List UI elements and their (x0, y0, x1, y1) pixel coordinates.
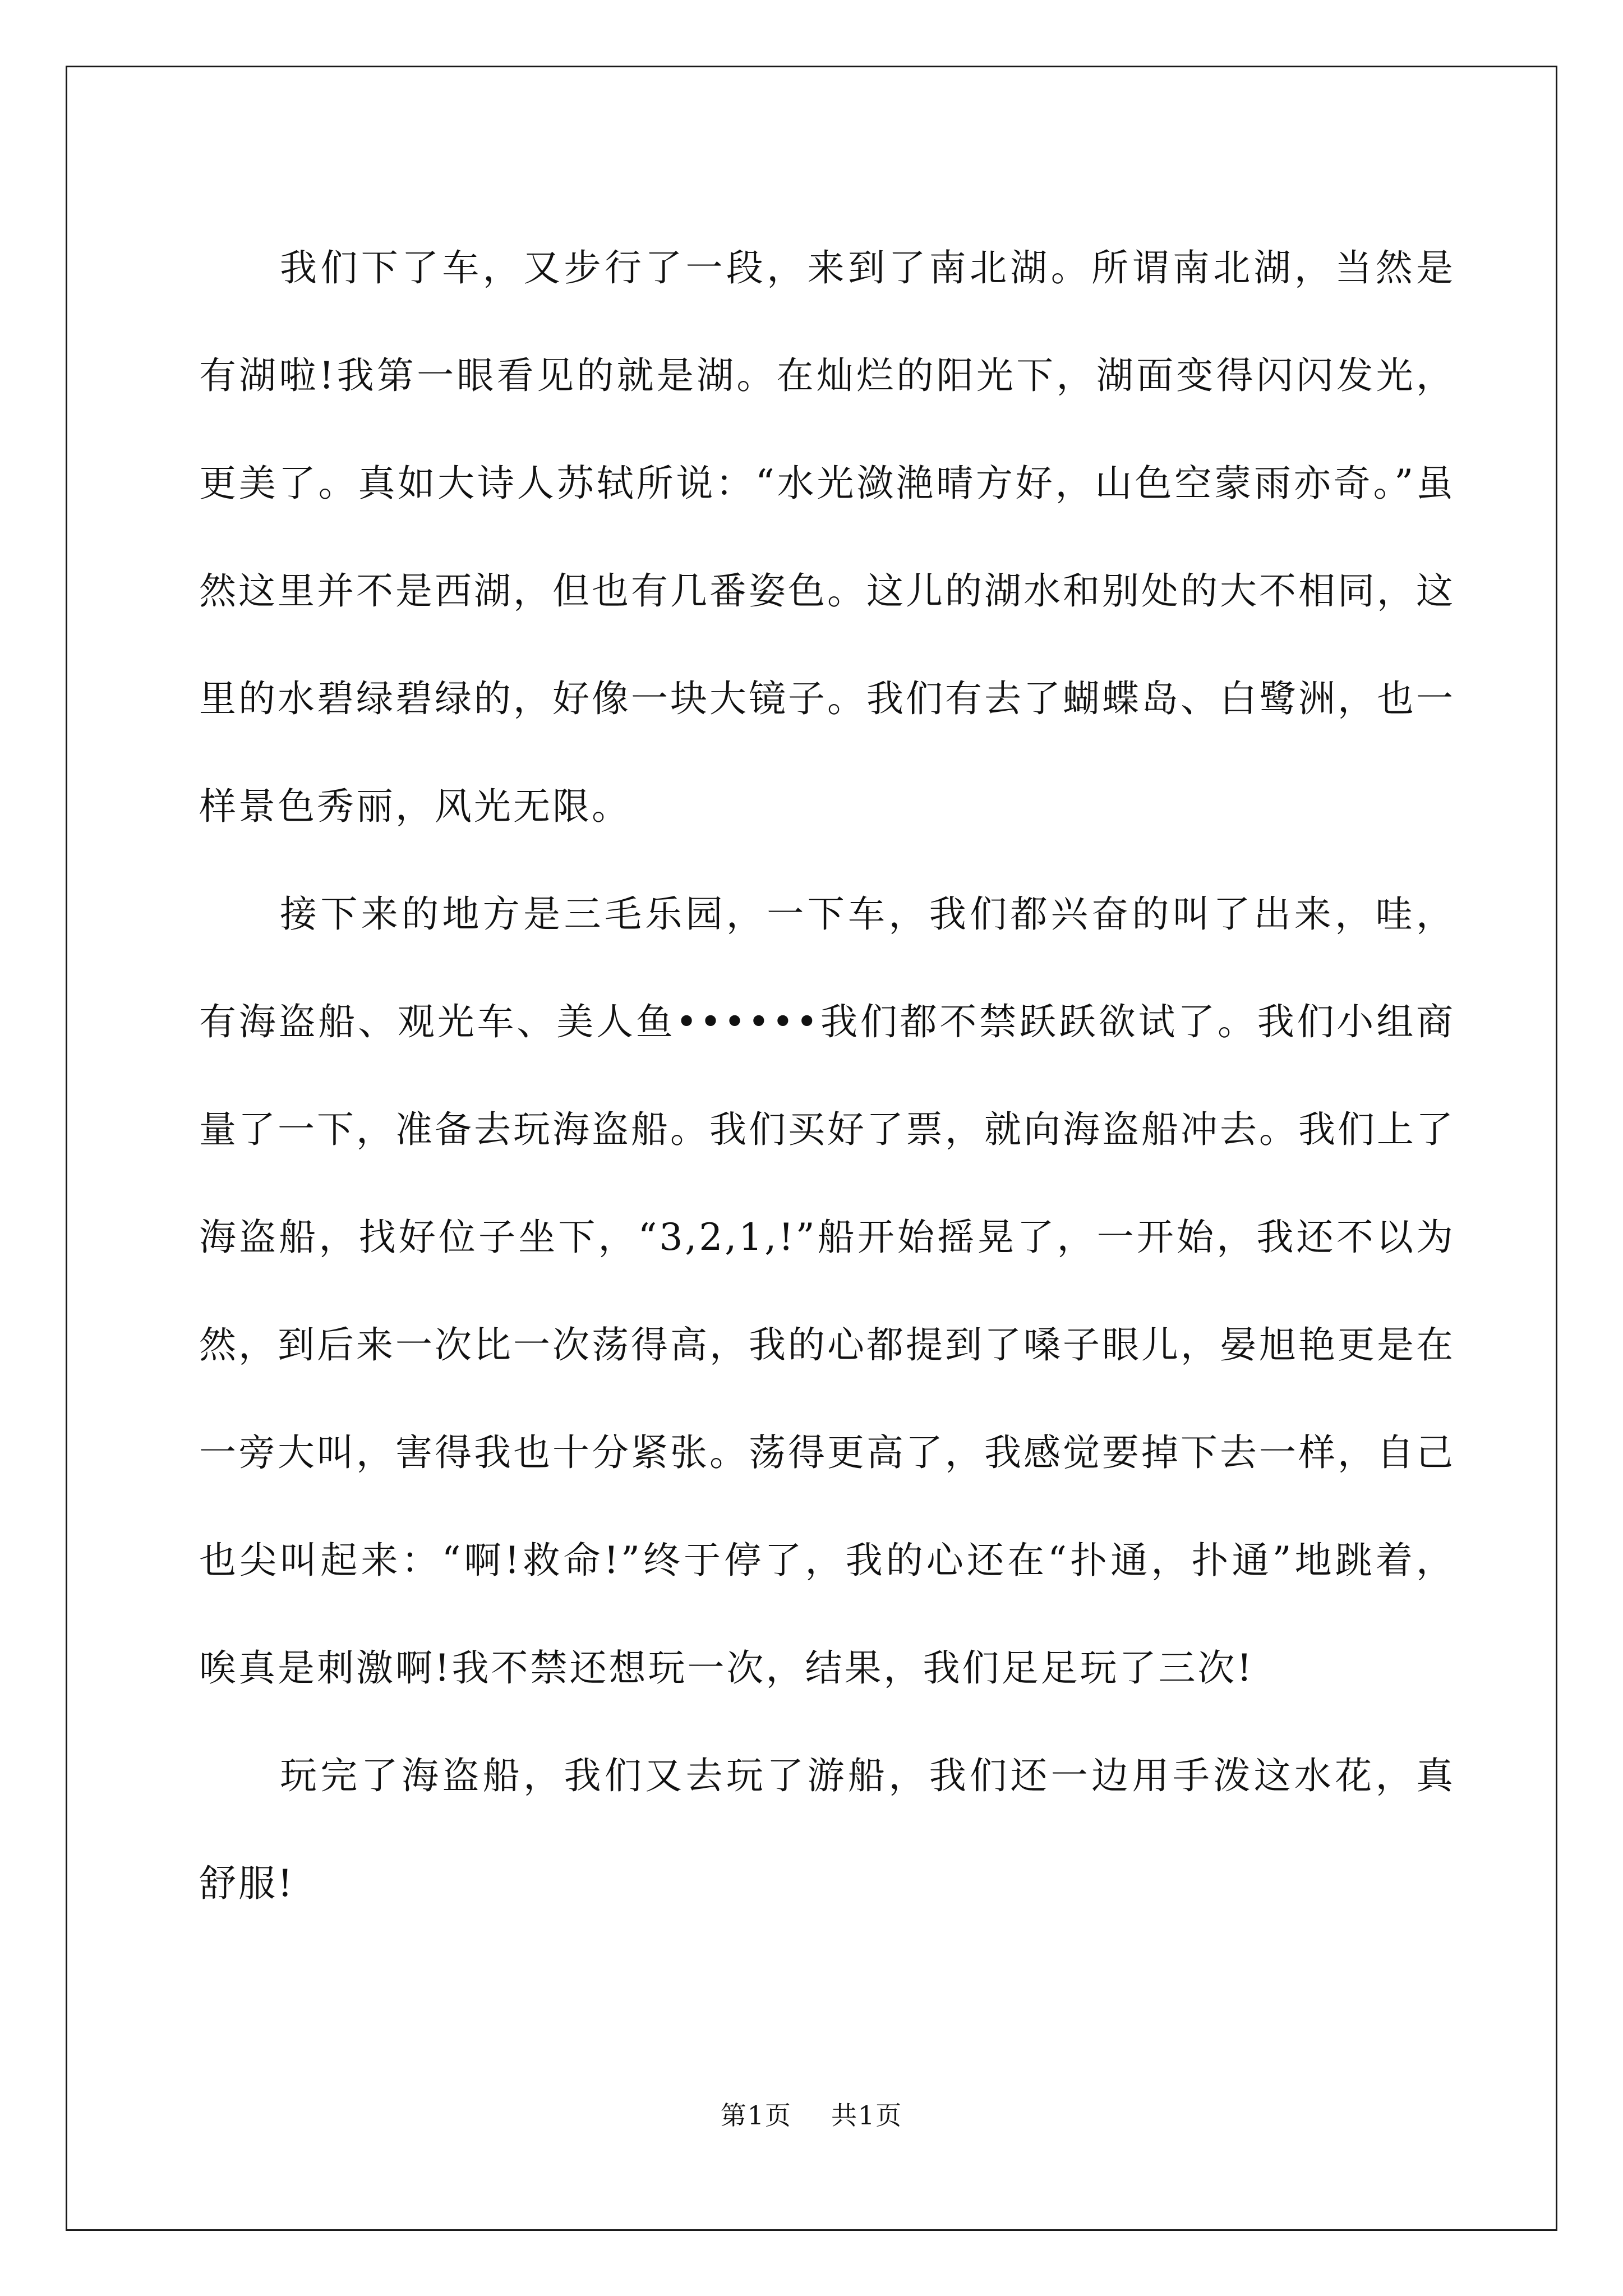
paragraph-lake: 我们下了车，又步行了一段，来到了南北湖。所谓南北湖，当然是有湖啦!我第一眼看见的就是湖。在灿烂的阳光下，湖面变得闪闪发光，更美了。真如大诗人苏轼所说：“水光潋滟晴方好，山色空蒙雨亦奇。”虽然这里并不是西湖，但也有几番姿色。这儿的湖水和别处的大不相同，这里的水碧绿碧绿的，好像一块大镜子。我们有去了蝴蝶岛、白鹭洲，也一样景色秀丽，风光无限。 (199, 246, 1455, 828)
page-total: 共1页 (831, 2100, 903, 2131)
document-body (199, 214, 1455, 1938)
paragraph-pirate-ship: 接下来的地方是三毛乐园，一下车，我们都兴奋的叫了出来，哇，有海盗船、观光车、美人鱼••••••我们都不禁跃跃欲试了。我们小组商量了一下，准备去玩海盗船。我们买好了票，就向海盗船冲去。我们上了海盗船，找好位子坐下，“3,2,1,!”船开始摇晃了，一开始，我还不以为然，到后来一次比一次荡得高，我的心都提到了嗓子眼儿，晏旭艳更是在一旁大叫，害得我也十分紧张。荡得更高了，我感觉要掉下去一样，自己也尖叫起来：“啊!救命!”终于停了，我的心还在“扑通，扑通”地跳着，唉真是刺激啊!我不禁还想玩一次，结果，我们足足玩了三次! (199, 892, 1455, 1690)
paragraph-boat: 玩完了海盗船，我们又去玩了游船，我们还一边用手泼这水花，真舒服! (199, 1754, 1455, 1905)
page-footer (0, 2095, 1623, 2132)
page-number: 第1页 (720, 2100, 792, 2131)
